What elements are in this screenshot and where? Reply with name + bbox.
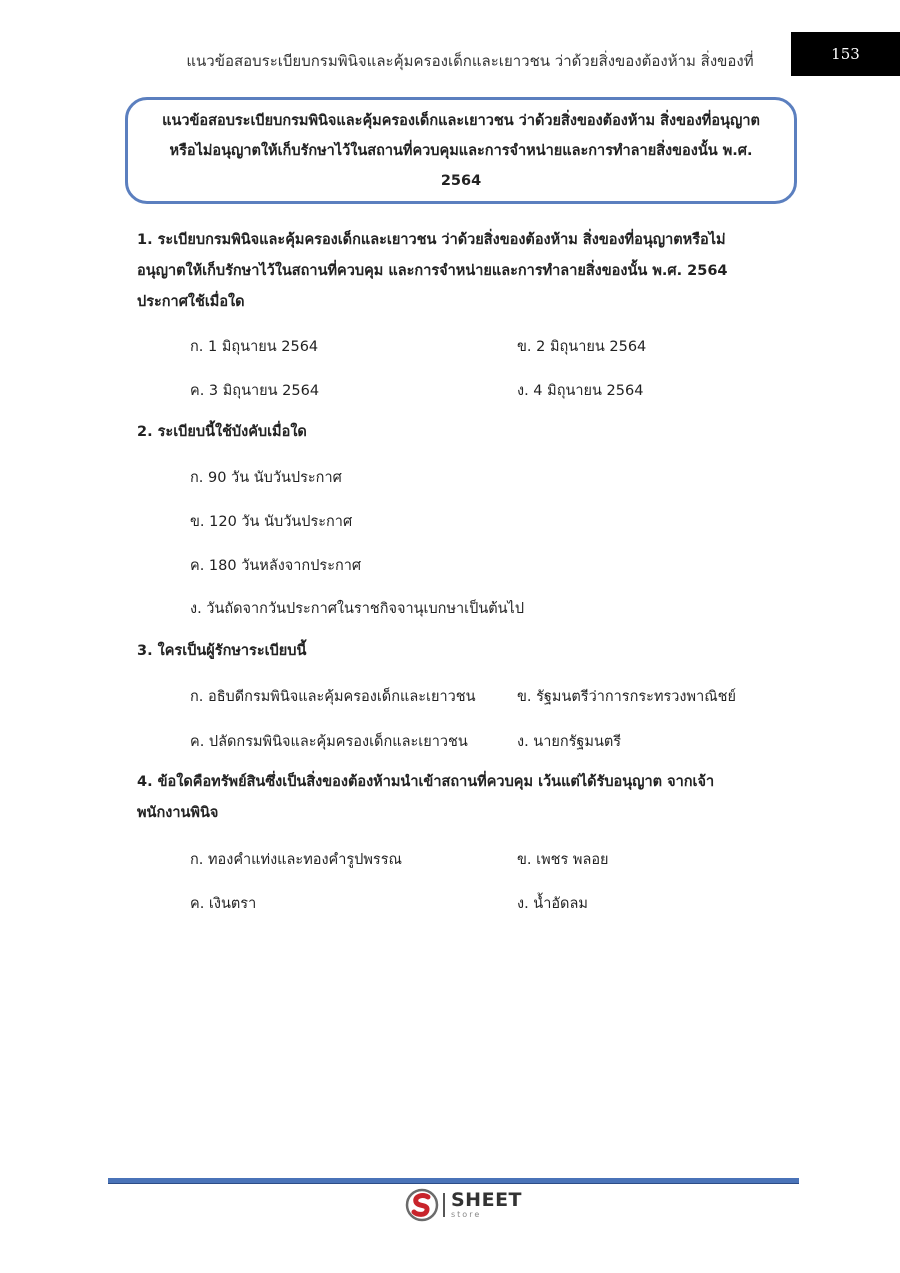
- title-box: [125, 97, 797, 204]
- title-line-2: หรือไม่อนุญาตให้เก็บรักษาไว้ในสถานที่ควบคุมและการจำหน่ายและการทำลายสิ่งของนั้น พ.ศ.: [169, 142, 753, 159]
- question-3-option-d: ง. นายกรัฐมนตรี: [517, 734, 622, 750]
- question-4-option-c: ค. เงินตรา: [190, 896, 257, 912]
- question-3: [137, 636, 797, 667]
- page-number: 153: [791, 32, 900, 76]
- question-4-line-2: พนักงานพินิจ: [137, 805, 219, 821]
- question-4-option-d: ง. น้ำอัดลม: [517, 896, 588, 912]
- question-2: [137, 417, 797, 448]
- question-4-option-a: ก. ทองคำแท่งและทองคำรูปพรรณ: [190, 852, 402, 868]
- question-1-line-3: ประกาศใช้เมื่อใด: [137, 294, 245, 310]
- logo-subtext: store: [451, 1210, 482, 1219]
- question-4-line-1: 4. ข้อใดคือทรัพย์สินซึ่งเป็นสิ่งของต้องห้ามนำเข้าสถานที่ควบคุม เว้นแต่ได้รับอนุญาต จากเจ้า: [137, 774, 715, 790]
- question-4: [137, 767, 797, 829]
- footer-divider: [108, 1178, 799, 1184]
- question-1-line-2: อนุญาตให้เก็บรักษาไว้ในสถานที่ควบคุม และการจำหน่ายและการทำลายสิ่งของนั้น พ.ศ. 2564: [137, 263, 728, 279]
- question-2-line-1: 2. ระเบียบนี้ใช้บังคับเมื่อใด: [137, 424, 307, 440]
- sheet-store-logo-icon: [405, 1188, 439, 1222]
- question-2-option-b: ข. 120 วัน นับวันประกาศ: [190, 514, 353, 530]
- question-4-option-b: ข. เพชร พลอย: [517, 852, 609, 868]
- question-3-option-c: ค. ปลัดกรมพินิจและคุ้มครองเด็กและเยาวชน: [190, 734, 468, 750]
- question-3-line-1: 3. ใครเป็นผู้รักษาระเบียบนี้: [137, 643, 307, 659]
- logo-wordmark: [451, 1191, 522, 1219]
- question-1-option-d: ง. 4 มิถุนายน 2564: [517, 383, 644, 399]
- question-2-option-c: ค. 180 วันหลังจากประกาศ: [190, 558, 362, 574]
- question-1: [137, 225, 797, 318]
- question-2-option-a: ก. 90 วัน นับวันประกาศ: [190, 470, 342, 486]
- title-line-1: แนวข้อสอบระเบียบกรมพินิจและคุ้มครองเด็กและเยาวชน ว่าด้วยสิ่งของต้องห้าม สิ่งของที่อนุญาต: [162, 112, 760, 129]
- question-3-option-a: ก. อธิบดีกรมพินิจและคุ้มครองเด็กและเยาวชน: [190, 689, 476, 705]
- logo-text: SHEET: [451, 1189, 523, 1211]
- question-2-option-d: ง. วันถัดจากวันประกาศในราชกิจจานุเบกษาเป็นต้นไป: [190, 601, 525, 617]
- question-1-line-1: 1. ระเบียบกรมพินิจและคุ้มครองเด็กและเยาวชน ว่าด้วยสิ่งของต้องห้าม สิ่งของที่อนุญาตหรือไม่: [137, 232, 726, 248]
- logo-separator: [443, 1193, 445, 1217]
- sheet-store-logo: [405, 1188, 522, 1222]
- question-3-option-b: ข. รัฐมนตรีว่าการกระทรวงพาณิชย์: [517, 689, 737, 705]
- question-1-option-c: ค. 3 มิถุนายน 2564: [190, 383, 320, 399]
- title-line-3: 2564: [440, 172, 482, 189]
- document-title: [162, 106, 760, 196]
- running-header: แนวข้อสอบระเบียบกรมพินิจและคุ้มครองเด็กและเยาวชน ว่าด้วยสิ่งของต้องห้าม สิ่งของที่: [186, 52, 754, 70]
- question-1-option-b: ข. 2 มิถุนายน 2564: [517, 339, 647, 355]
- question-1-option-a: ก. 1 มิถุนายน 2564: [190, 339, 319, 355]
